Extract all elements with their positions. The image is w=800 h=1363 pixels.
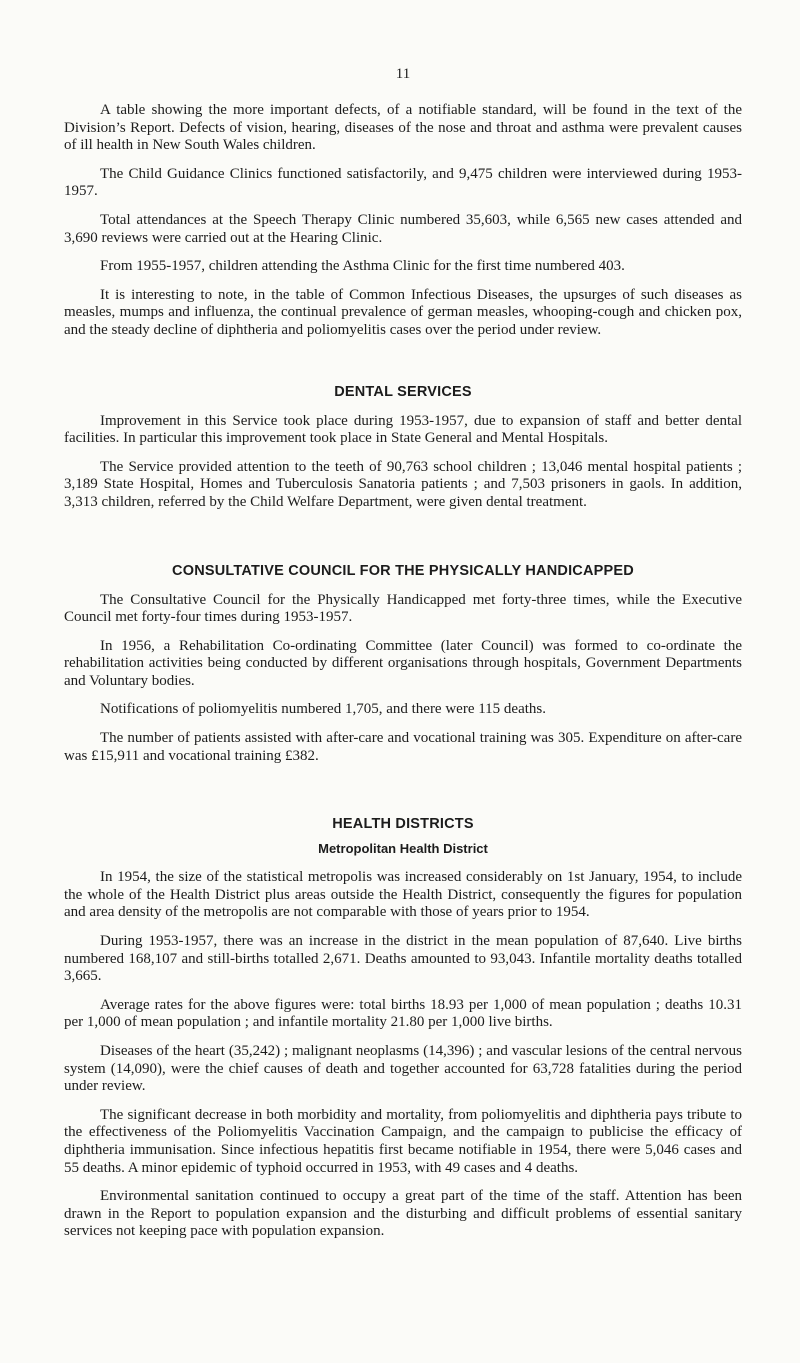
intro-paragraph: The Child Guidance Clinics functioned satisfactorily, and 9,475 children were interviewed during 1953-1957. bbox=[64, 165, 742, 200]
document-page bbox=[64, 66, 742, 1252]
section-heading: DENTAL SERVICES bbox=[334, 383, 472, 400]
consultative-paragraph: The Consultative Council for the Physically Handicapped met forty-three times, while the Executive Council met forty-four times during 1953-1957. bbox=[64, 591, 742, 626]
section-spacer bbox=[64, 523, 742, 563]
intro-paragraph: A table showing the more important defects, of a notifiable standard, will be found in the text of the Division’s Report. Defects of vision, hearing, diseases of the nose and throat and asthma were prevalent causes of ill health in New South Wales children. bbox=[64, 102, 742, 154]
consultative-paragraph: Notifications of poliomyelitis numbered 1,705, and there were 115 deaths. bbox=[100, 701, 547, 718]
consultative-paragraph: The number of patients assisted with after-care and vocational training was 305. Expenditure on after-care was £15,911 and vocational training £382. bbox=[64, 730, 742, 764]
dental-paragraph: Improvement in this Service took place during 1953-1957, due to expansion of staff and better dental facilities. In particular this improvement took place in State General and Mental Hospitals. bbox=[64, 412, 742, 447]
consultative-council-section bbox=[64, 563, 742, 766]
health-district-paragraph: Environmental sanitation continued to occupy a great part of the time of the staff. Attention has been drawn in the Report to population expansion and the disturbing and difficult problems of essential sanitary services not keeping pace with population expansion. bbox=[64, 1188, 742, 1240]
health-district-paragraph: Diseases of the heart (35,242) ; malignant neoplasms (14,396) ; and vascular lesions of the central nervous system (14,090), were the chief causes of death and together accounted for 63,728 fatalities during the period under review. bbox=[64, 1043, 742, 1095]
section-spacer bbox=[64, 776, 742, 816]
health-district-paragraph: Average rates for the above figures were: total births 18.93 per 1,000 of mean population ; deaths 10.31 per 1,000 of mean population ; and infantile mortality 21.80 per 1,000 live births. bbox=[64, 996, 742, 1031]
section-subheading: Metropolitan Health District bbox=[318, 841, 488, 857]
intro-paragraph: It is interesting to note, in the table of Common Infectious Diseases, the upsurges of such diseases as measles, mumps and influenza, the continual prevalence of german measles, whooping-cough and chicken pox, and the steady decline of diphtheria and poliomyelitis cases over the period under review. bbox=[64, 286, 742, 338]
health-district-paragraph: During 1953-1957, there was an increase in the district in the mean population of 87,640. Live births numbered 168,107 and still-births totalled 2,671. Deaths amounted to 93,043. Infantile mortality deaths totalled 3,665. bbox=[64, 933, 742, 985]
dental-paragraph: The Service provided attention to the teeth of 90,763 school children ; 13,046 mental hospital patients ; 3,189 State Hospital, Homes and Tuberculosis Sanatoria patients ; and 7,503 prisoners in gaols. In addition, 3,313 children, referred by the Child Welfare Department, were given dental treatment. bbox=[64, 458, 742, 510]
health-district-paragraph: The significant decrease in both morbidity and mortality, from poliomyelitis and diphtheria pays tribute to the effectiveness of the Poliomyelitis Vaccination Campaign, and the campaign to publicise the efficacy of diphtheria immunisation. Since infectious hepatitis first became notifiable in 1954, there were 5,046 cases and 55 deaths. A minor epidemic of typhoid occurred in 1953, with 49 cases and 4 deaths. bbox=[64, 1106, 742, 1176]
intro-paragraph: Total attendances at the Speech Therapy Clinic numbered 35,603, while 6,565 new cases attended and 3,690 reviews were carried out at the Hearing Clinic. bbox=[64, 211, 742, 246]
intro-section bbox=[64, 102, 742, 340]
page-number: 11 bbox=[395, 66, 411, 82]
intro-paragraph: From 1955-1957, children attending the Asthma Clinic for the first time numbered 403. bbox=[100, 258, 625, 275]
health-district-paragraph: In 1954, the size of the statistical metropolis was increased considerably on 1st January, 1954, to include the whole of the Health District plus areas outside the Health District, consequently the figures for population and area density of the metropolis are not comparable with those of years prior to 1954. bbox=[64, 869, 742, 921]
health-districts-section bbox=[64, 816, 742, 1241]
section-heading: HEALTH DISTRICTS bbox=[332, 816, 474, 833]
section-heading: CONSULTATIVE COUNCIL FOR THE PHYSICALLY HANDICAPPED bbox=[172, 562, 634, 579]
dental-services-section bbox=[64, 384, 742, 512]
section-spacer bbox=[64, 351, 742, 384]
consultative-paragraph: In 1956, a Rehabilitation Co-ordinating Committee (later Council) was formed to co-ordinate the rehabilitation activities being conducted by different organisations through hospitals, Government Departments and Voluntary bodies. bbox=[64, 637, 742, 689]
